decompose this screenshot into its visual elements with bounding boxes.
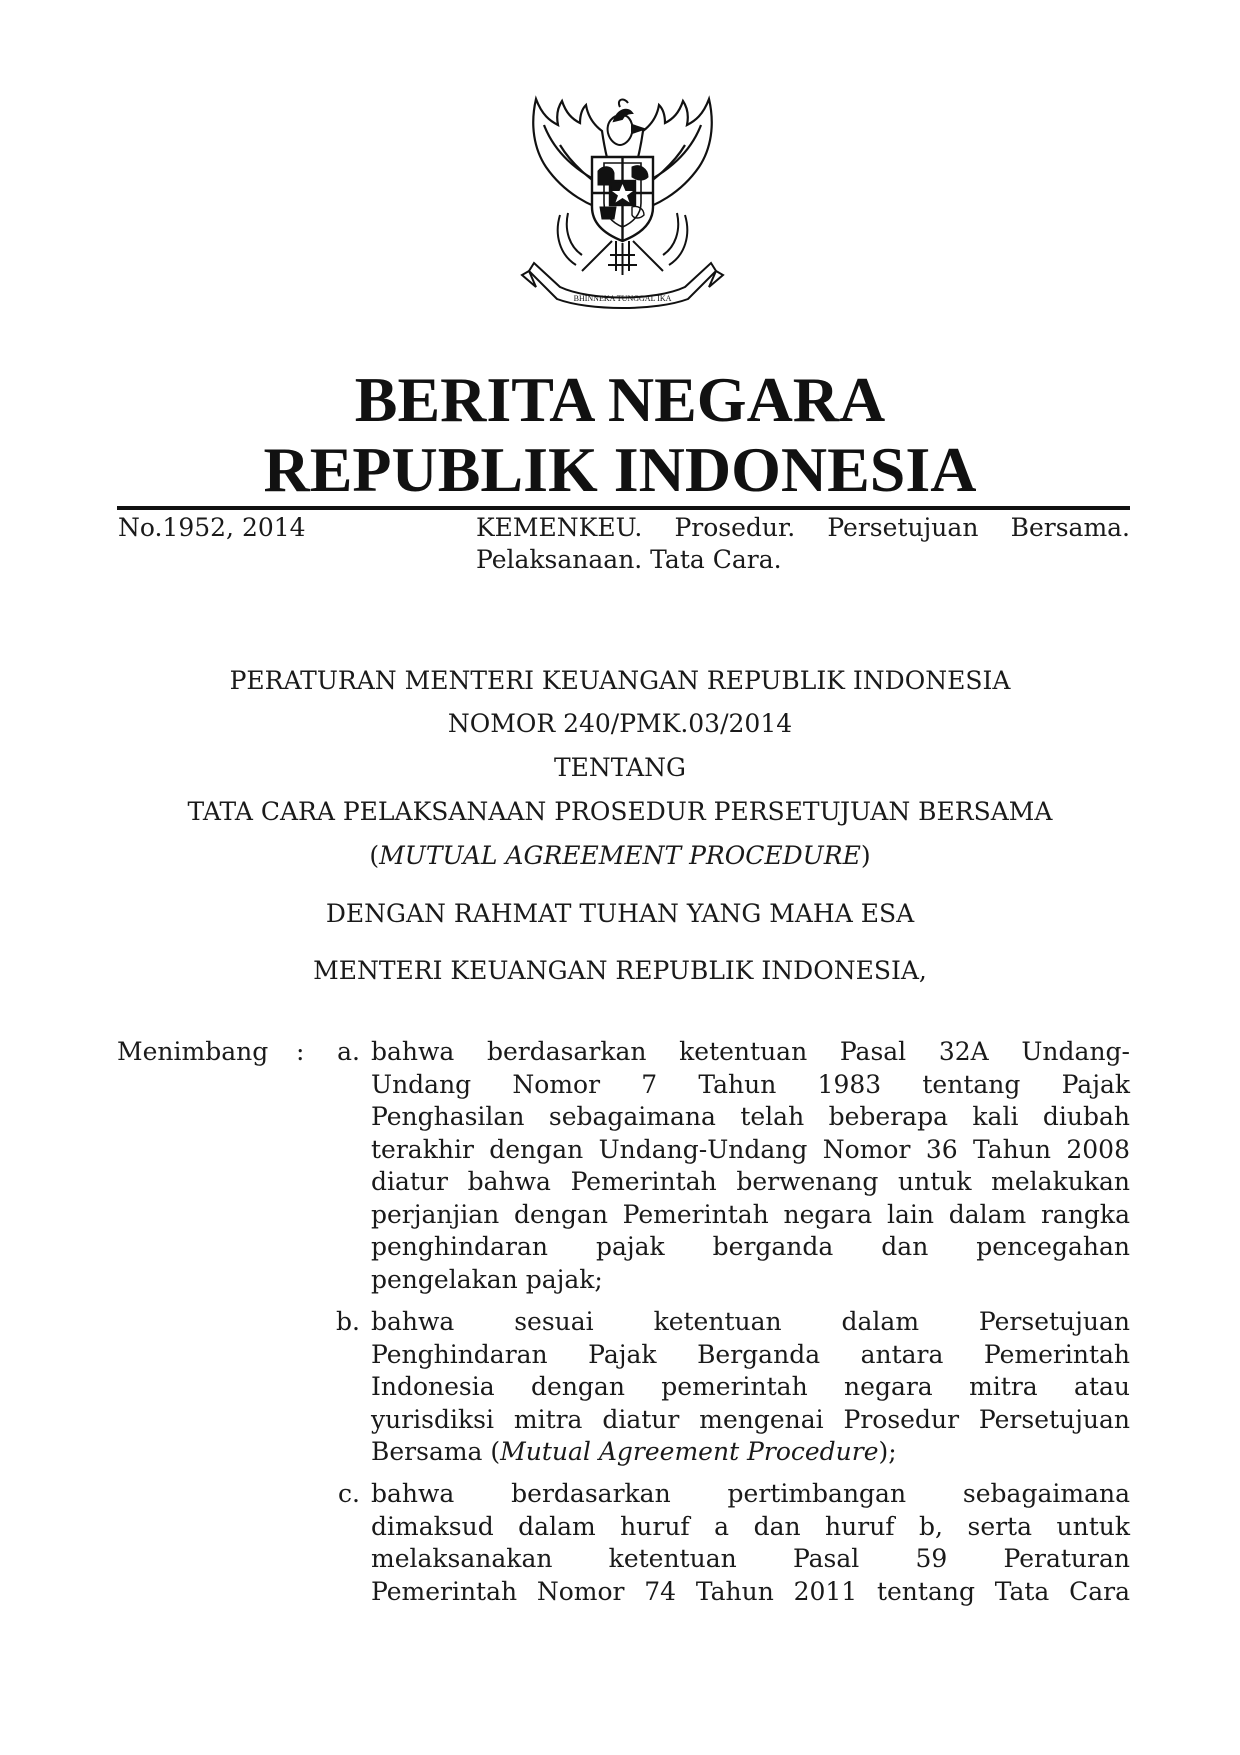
regulation-subject: TATA CARA PELAKSANAAN PROSEDUR PERSETUJUAN BERSAMA: [187, 797, 1053, 826]
consideration-line: yurisdiksi mitra diatur mengenai Prosedur Persetujuan: [371, 1404, 1130, 1434]
consideration-line: dimaksud dalam huruf a dan huruf b, serta untuk: [371, 1511, 1130, 1541]
consideration-line: pengelakan pajak;: [371, 1264, 603, 1294]
issuer: MENTERI KEUANGAN REPUBLIK INDONESIA,: [313, 956, 927, 985]
gazette-subject-line2: Pelaksanaan. Tata Cara.: [476, 545, 782, 574]
consideration-line: terakhir dengan Undang-Undang Nomor 36 Tahun 2008: [371, 1134, 1130, 1164]
regulation-title: PERATURAN MENTERI KEUANGAN REPUBLIK INDONESIA: [229, 666, 1011, 695]
masthead-divider: [117, 506, 1130, 510]
paren-close: ): [860, 841, 871, 870]
subject-english-text: MUTUAL AGREEMENT PROCEDURE: [379, 841, 861, 870]
emblem-motto: BHINNEKA TUNGGAL IKA: [573, 294, 672, 303]
consideration-line: [371, 1436, 1130, 1469]
masthead-title-line1: BERITA NEGARA: [354, 364, 886, 435]
regulation-subject-english: [0, 840, 1240, 872]
garuda-pancasila-emblem: [520, 95, 725, 315]
consideration-line: Indonesia dengan pemerintah negara mitra atau: [371, 1372, 1130, 1401]
regulation-number: NOMOR 240/PMK.03/2014: [447, 709, 793, 738]
line-post: );: [878, 1437, 897, 1466]
considerations-label: Menimbang: [117, 1037, 269, 1066]
gazette-subject-line1: KEMENKEU. Prosedur. Persetujuan Bersama.: [476, 513, 1130, 542]
consideration-a: [371, 1036, 1130, 1296]
consideration-line: Undang Nomor 7 Tahun 1983 tentang Pajak: [371, 1069, 1130, 1099]
consideration-c: [371, 1478, 1130, 1608]
regulation-about: TENTANG: [553, 753, 686, 782]
line-italic: Mutual Agreement Procedure: [500, 1437, 879, 1466]
consideration-line: Penghindaran Pajak Berganda antara Pemerintah: [371, 1339, 1130, 1369]
line-pre: Bersama (: [371, 1437, 501, 1466]
consideration-letter-b: b.: [336, 1307, 360, 1336]
consideration-line: Penghasilan sebagaimana telah beberapa kali diubah: [371, 1102, 1130, 1131]
invocation: DENGAN RAHMAT TUHAN YANG MAHA ESA: [325, 899, 915, 928]
consideration-line: bahwa berdasarkan ketentuan Pasal 32A Undang-: [371, 1037, 1130, 1066]
gazette-number: No.1952, 2014: [118, 513, 306, 542]
considerations-colon: :: [296, 1037, 305, 1066]
consideration-line: melaksanakan ketentuan Pasal 59 Peraturan: [371, 1544, 1130, 1573]
consideration-line: bahwa sesuai ketentuan dalam Persetujuan: [371, 1307, 1130, 1336]
paren-open: (: [369, 841, 380, 870]
consideration-line: perjanjian dengan Pemerintah negara lain dalam rangka: [371, 1199, 1130, 1229]
consideration-b: [371, 1306, 1130, 1469]
consideration-line: diatur bahwa Pemerintah berwenang untuk melakukan: [371, 1167, 1130, 1196]
gazette-subject: [476, 512, 1130, 576]
masthead-title-line2: REPUBLIK INDONESIA: [263, 434, 977, 505]
consideration-line: Pemerintah Nomor 74 Tahun 2011 tentang Tata Cara: [371, 1576, 1130, 1606]
consideration-letter-a: a.: [337, 1037, 360, 1066]
consideration-line: penghindaran pajak berganda dan pencegahan: [371, 1232, 1130, 1261]
consideration-line: bahwa berdasarkan pertimbangan sebagaimana: [371, 1479, 1130, 1508]
consideration-letter-c: c.: [338, 1479, 360, 1508]
